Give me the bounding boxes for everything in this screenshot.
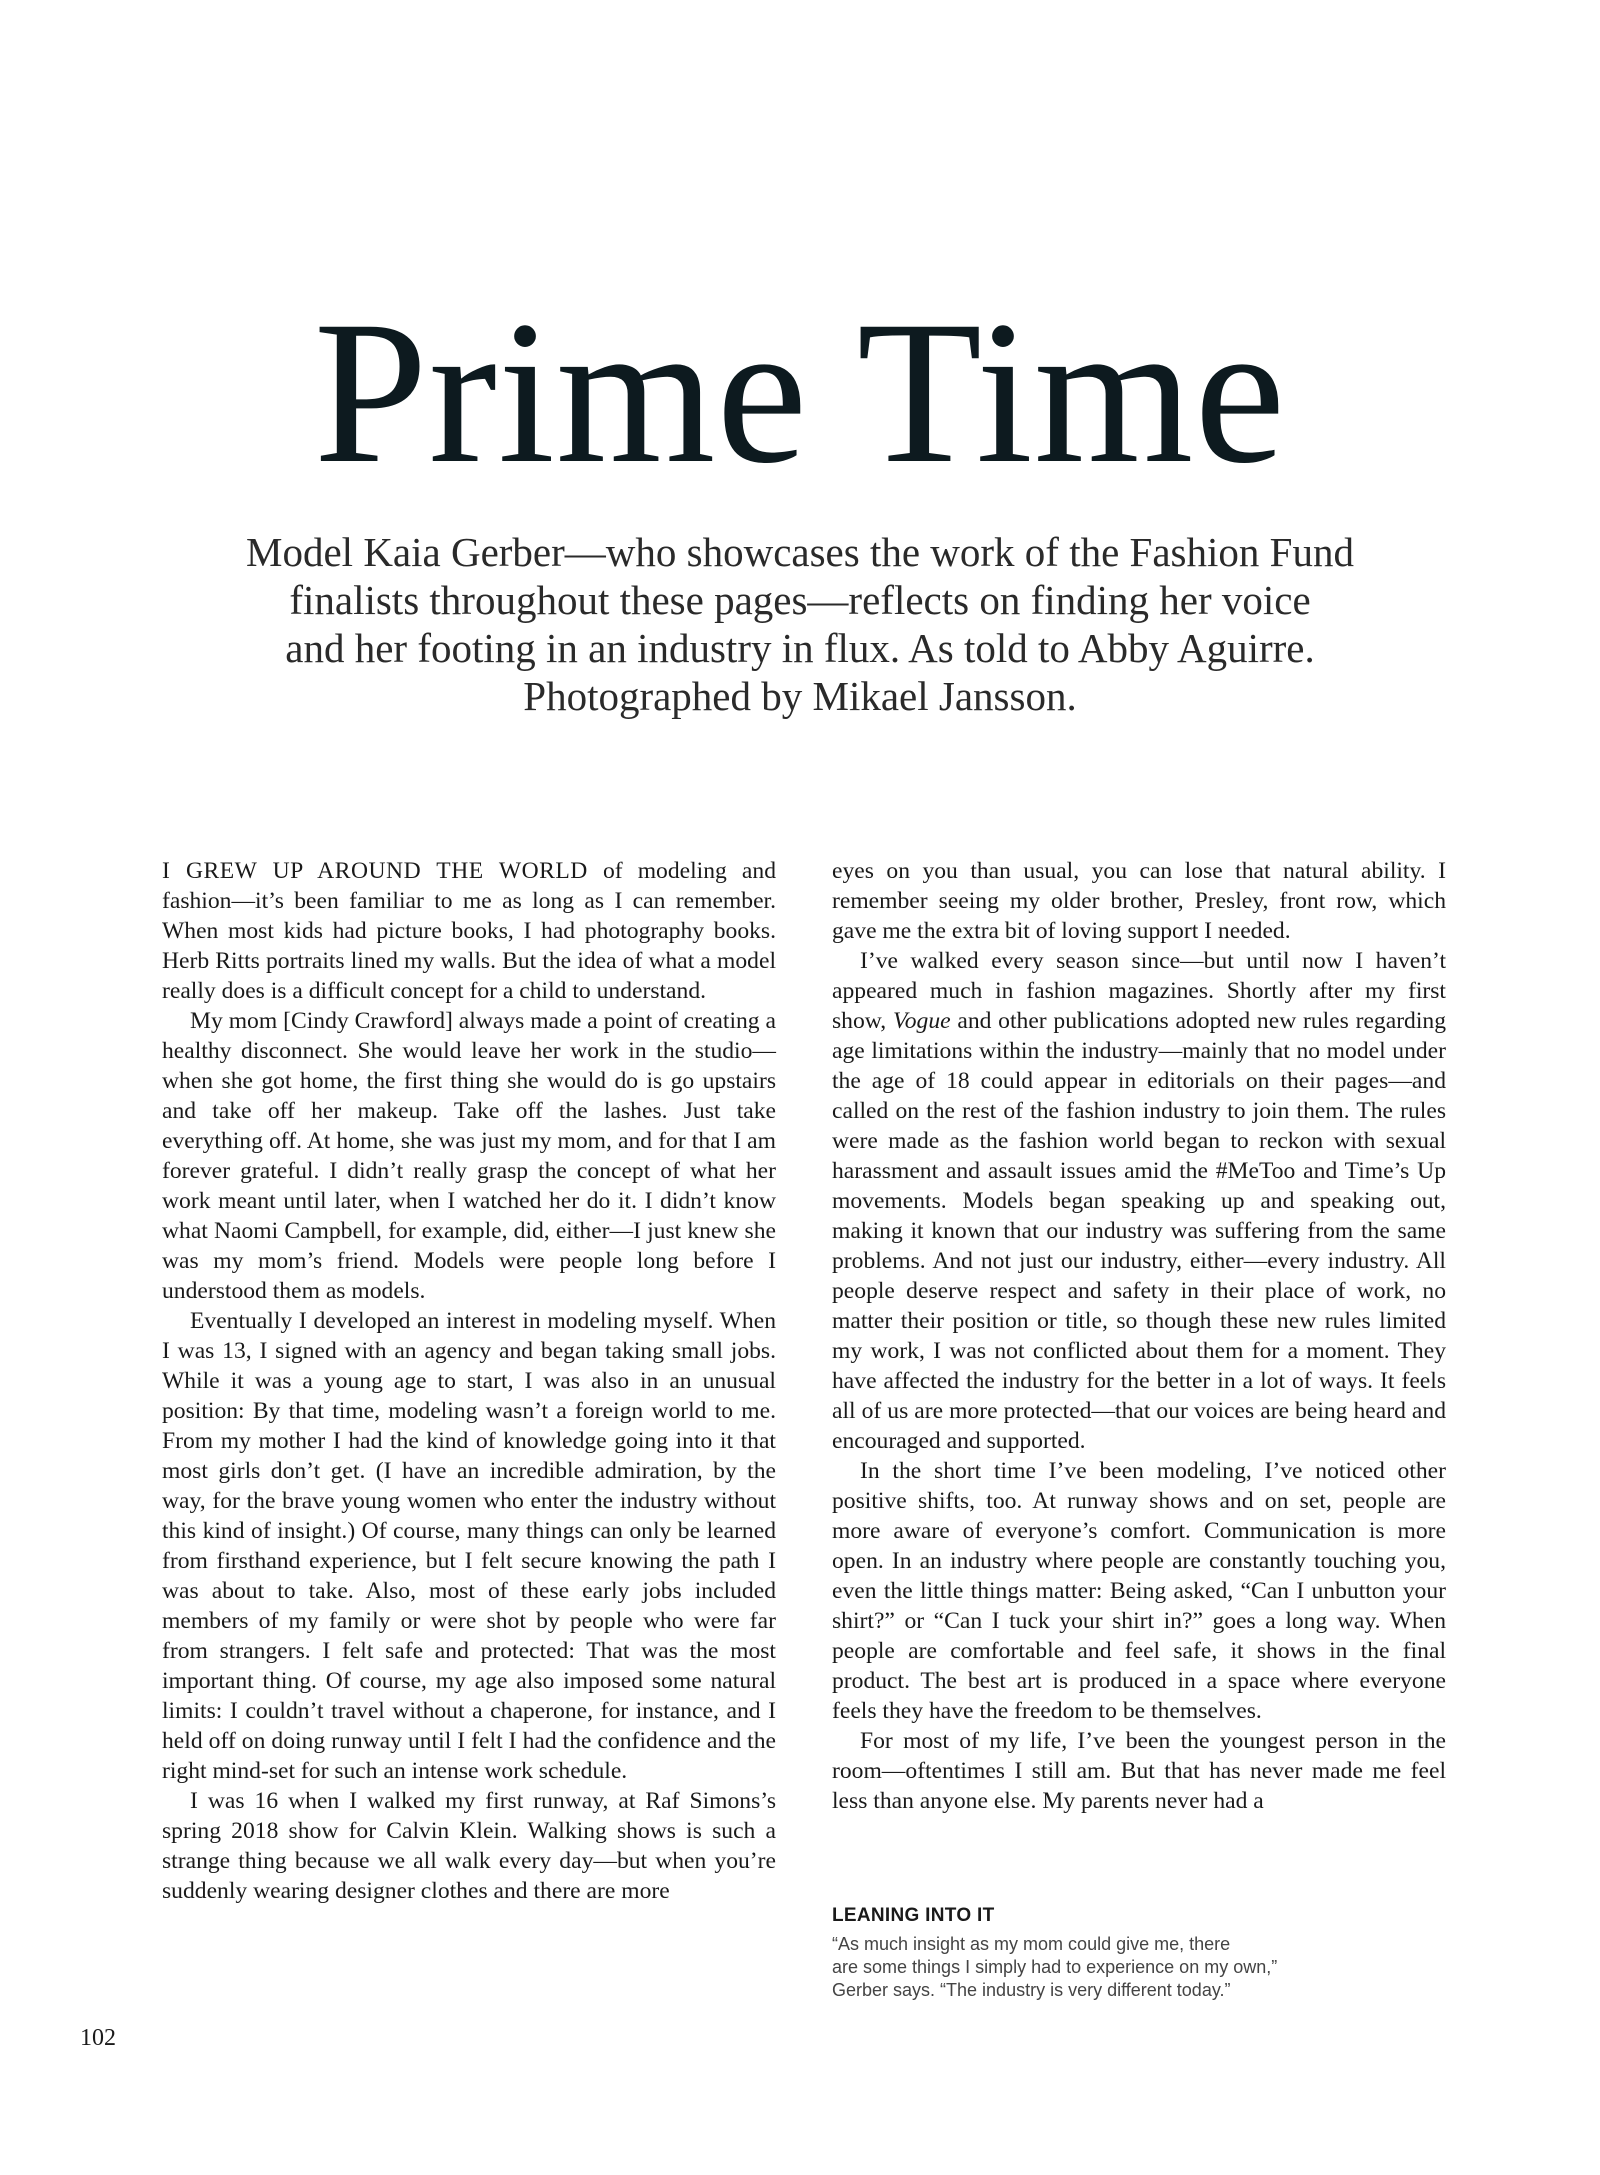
caption-text: “As much insight as my mom could give me, there are some things I simply had to experience on my own,” Gerber says. “The industry is very different today.”	[832, 1934, 1278, 2000]
dek-line: and her footing in an industry in flux. As told to Abby Aguirre.	[285, 625, 1315, 671]
body-paragraph: In the short time I’ve been modeling, I’ve noticed other positive shifts, too. At runway shows and on set, people are more aware of everyone’s comfort. Communication is more open. In an industry where people are constantly touching you, even the little things matter: Being asked, “Can I unbutton your shirt?” or “Can I tuck your shirt in?” goes a long way. When people are comfortable and feel safe, it shows in the final product. The best art is produced in a space where everyone feels they have the freedom to be themselves.	[832, 1458, 1446, 1724]
body-column-right	[832, 856, 1446, 1816]
body-text: and other publications adopted new rules regarding age limitations within the industry—mainly that no model under the age of 18 could appear in editorials on their pages—and called on the rest of the fashion industry to join them. The rules were made as the fashion world began to reckon with sexual harassment and assault issues amid the #MeToo and Time’s Up movements. Models began speaking up and speaking out, making it known that our industry was suffering from the same problems. And not just our industry, either—every industry. All people deserve respect and safety in their place of work, no matter their position or title, so though these new rules limited my work, I was not conflicted about them for a moment. They have affected the industry for the better in a lot of ways. It feels all of us are more protected—that our voices are being heard and encouraged and supported.	[832, 1008, 1446, 1454]
body-paragraph: I was 16 when I walked my first runway, at Raf Simons’s spring 2018 show for Calvin Klein. Walking shows is such a strange thing because we all walk every day—but when you’re suddenly wearing designer clothes and there are more	[162, 1788, 776, 1904]
body-text: of modeling and fashion—it’s been familiar to me as long as I can remember. When most kids had picture books, I had photography books. Herb Ritts portraits lined my walls. But the idea of what a model really does is a difficult concept for a child to understand.	[162, 858, 777, 1004]
body-paragraph	[832, 946, 1446, 1456]
page-number: 102	[80, 2025, 116, 2051]
article-title: Prime Time	[313, 279, 1287, 506]
dek-line: Model Kaia Gerber—who showcases the work of the Fashion Fund	[246, 529, 1354, 575]
body-paragraph: Eventually I developed an interest in modeling myself. When I was 13, I signed with an agency and began taking small jobs. While it was a young age to start, I was also in an unusual position: By that time, modeling wasn’t a foreign world to me. From my mother I had the kind of knowledge going into it that most girls don’t get. (I have an incredible admiration, by the way, for the brave young women who enter the industry without this kind of insight.) Of course, many things can only be learned from firsthand experience, but I felt secure knowing the path I was about to take. Also, most of these early jobs included members of my family or were shot by people who were far from strangers. I felt safe and protected: That was the most important thing. Of course, my age also imposed some natural limits: I couldn’t travel without a chaperone, for instance, and I held off on doing runway until I felt I had the confidence and the right mind-set for such an intense work schedule.	[162, 1308, 776, 1784]
dek-line: Photographed by Mikael Jansson.	[523, 673, 1077, 719]
body-column-left	[162, 856, 776, 1906]
body-text: I’ve walked every season since—but until now I haven’t appeared much in fashion magazines. Shortly after my first show,	[832, 948, 1446, 1034]
lead-in: I GREW UP AROUND THE WORLD	[162, 858, 588, 884]
article-dek	[200, 528, 1400, 720]
body-paragraph: For most of my life, I’ve been the youngest person in the room—oftentimes I still am. But that has never made me feel less than anyone else. My parents never had a	[832, 1728, 1446, 1814]
publication-name: Vogue	[892, 1008, 951, 1034]
body-paragraph: eyes on you than usual, you can lose that natural ability. I remember seeing my older brother, Presley, front row, which gave me the extra bit of loving support I needed.	[832, 858, 1446, 944]
body-paragraph	[162, 856, 776, 1006]
photo-caption	[832, 1905, 1392, 2002]
body-paragraph: My mom [Cindy Crawford] always made a point of creating a healthy disconnect. She would leave her work in the studio—when she got home, the first thing she would do is go upstairs and take off her makeup. Take off the lashes. Just take everything off. At home, she was just my mom, and for that I am forever grateful. I didn’t really grasp the concept of what her work meant until later, when I watched her do it. I didn’t know what Naomi Campbell, for example, did, either—I just knew she was my mom’s friend. Models were people long before I understood them as models.	[162, 1008, 776, 1304]
dek-line: finalists throughout these pages—reflects on finding her voice	[289, 577, 1311, 623]
caption-heading: LEANING INTO IT	[832, 1905, 995, 1926]
